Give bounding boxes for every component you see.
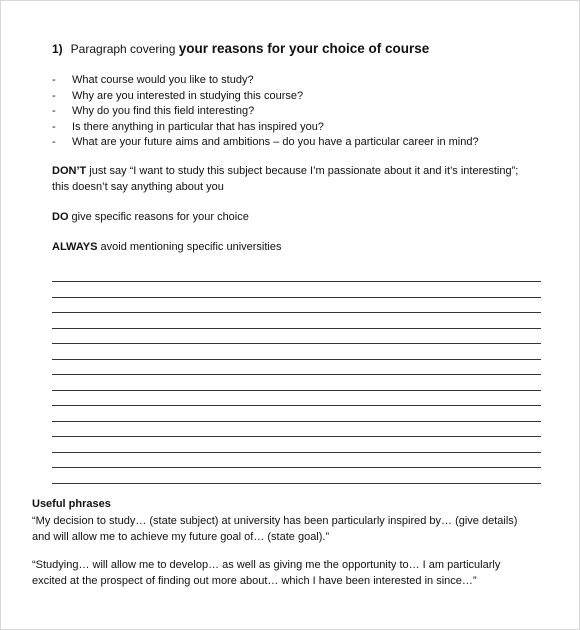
always-instruction bbox=[52, 240, 282, 256]
list-item: - What are your future aims and ambitions – do you have a particular career in mind? bbox=[52, 135, 479, 151]
writing-line[interactable] bbox=[52, 405, 541, 406]
list-item: - What course would you like to study? bbox=[52, 73, 479, 89]
writing-line[interactable] bbox=[52, 359, 541, 360]
writing-line[interactable] bbox=[52, 421, 541, 422]
writing-line[interactable] bbox=[52, 312, 541, 313]
section-heading bbox=[52, 41, 429, 56]
do-label: DO bbox=[52, 211, 69, 223]
list-item: - Is there anything in particular that has inspired you? bbox=[52, 120, 479, 136]
useful-phrase-2: “Studying… will allow me to develop… as well as giving me the opportunity to… I am particularly excited at the prospect of finding out more about… which I have been interested in since…” bbox=[32, 559, 501, 587]
writing-line[interactable] bbox=[52, 343, 541, 344]
bullet-marker: - bbox=[52, 74, 56, 86]
writing-line[interactable] bbox=[52, 297, 541, 298]
bullet-marker: - bbox=[52, 120, 56, 133]
writing-line[interactable] bbox=[52, 452, 541, 453]
section-number: 1) bbox=[52, 42, 63, 56]
writing-line[interactable] bbox=[52, 374, 541, 375]
section-heading-bold: your reasons for your choice of course bbox=[178, 41, 430, 56]
writing-line[interactable] bbox=[52, 483, 541, 484]
writing-line[interactable] bbox=[52, 467, 541, 468]
question-list bbox=[52, 73, 479, 151]
list-item: - Why are you interested in studying this course? bbox=[52, 89, 479, 105]
useful-phrases-title: Useful phrases bbox=[32, 498, 111, 510]
writing-line[interactable] bbox=[52, 390, 541, 391]
useful-phrase-1: “My decision to study… (state subject) at university has been particularly inspired by… (give details) and will allow me to achieve my future goal of… (state goal).” bbox=[32, 515, 518, 543]
writing-line[interactable] bbox=[52, 436, 541, 437]
writing-line[interactable] bbox=[52, 281, 541, 282]
bullet-marker: - bbox=[52, 105, 56, 117]
writing-line[interactable] bbox=[52, 328, 541, 329]
dont-instruction bbox=[52, 164, 518, 195]
bullet-marker: - bbox=[52, 136, 56, 148]
always-text: avoid mentioning specific universities bbox=[97, 241, 282, 253]
do-instruction bbox=[52, 210, 249, 226]
bullet-marker: - bbox=[52, 89, 56, 102]
dont-text-line2: this doesn’t say anything about you bbox=[52, 180, 224, 193]
do-text: give specific reasons for your choice bbox=[68, 211, 249, 223]
list-item: - Why do you find this field interesting? bbox=[52, 104, 479, 120]
always-label: ALWAYS bbox=[52, 241, 98, 253]
writing-area[interactable] bbox=[52, 281, 541, 498]
dont-text-line1: just say “I want to study this subject because I’m passionate about it and it’s interesting”; bbox=[86, 165, 519, 177]
section-heading-prefix: Paragraph covering bbox=[70, 42, 179, 56]
dont-label: DON’T bbox=[52, 165, 87, 177]
